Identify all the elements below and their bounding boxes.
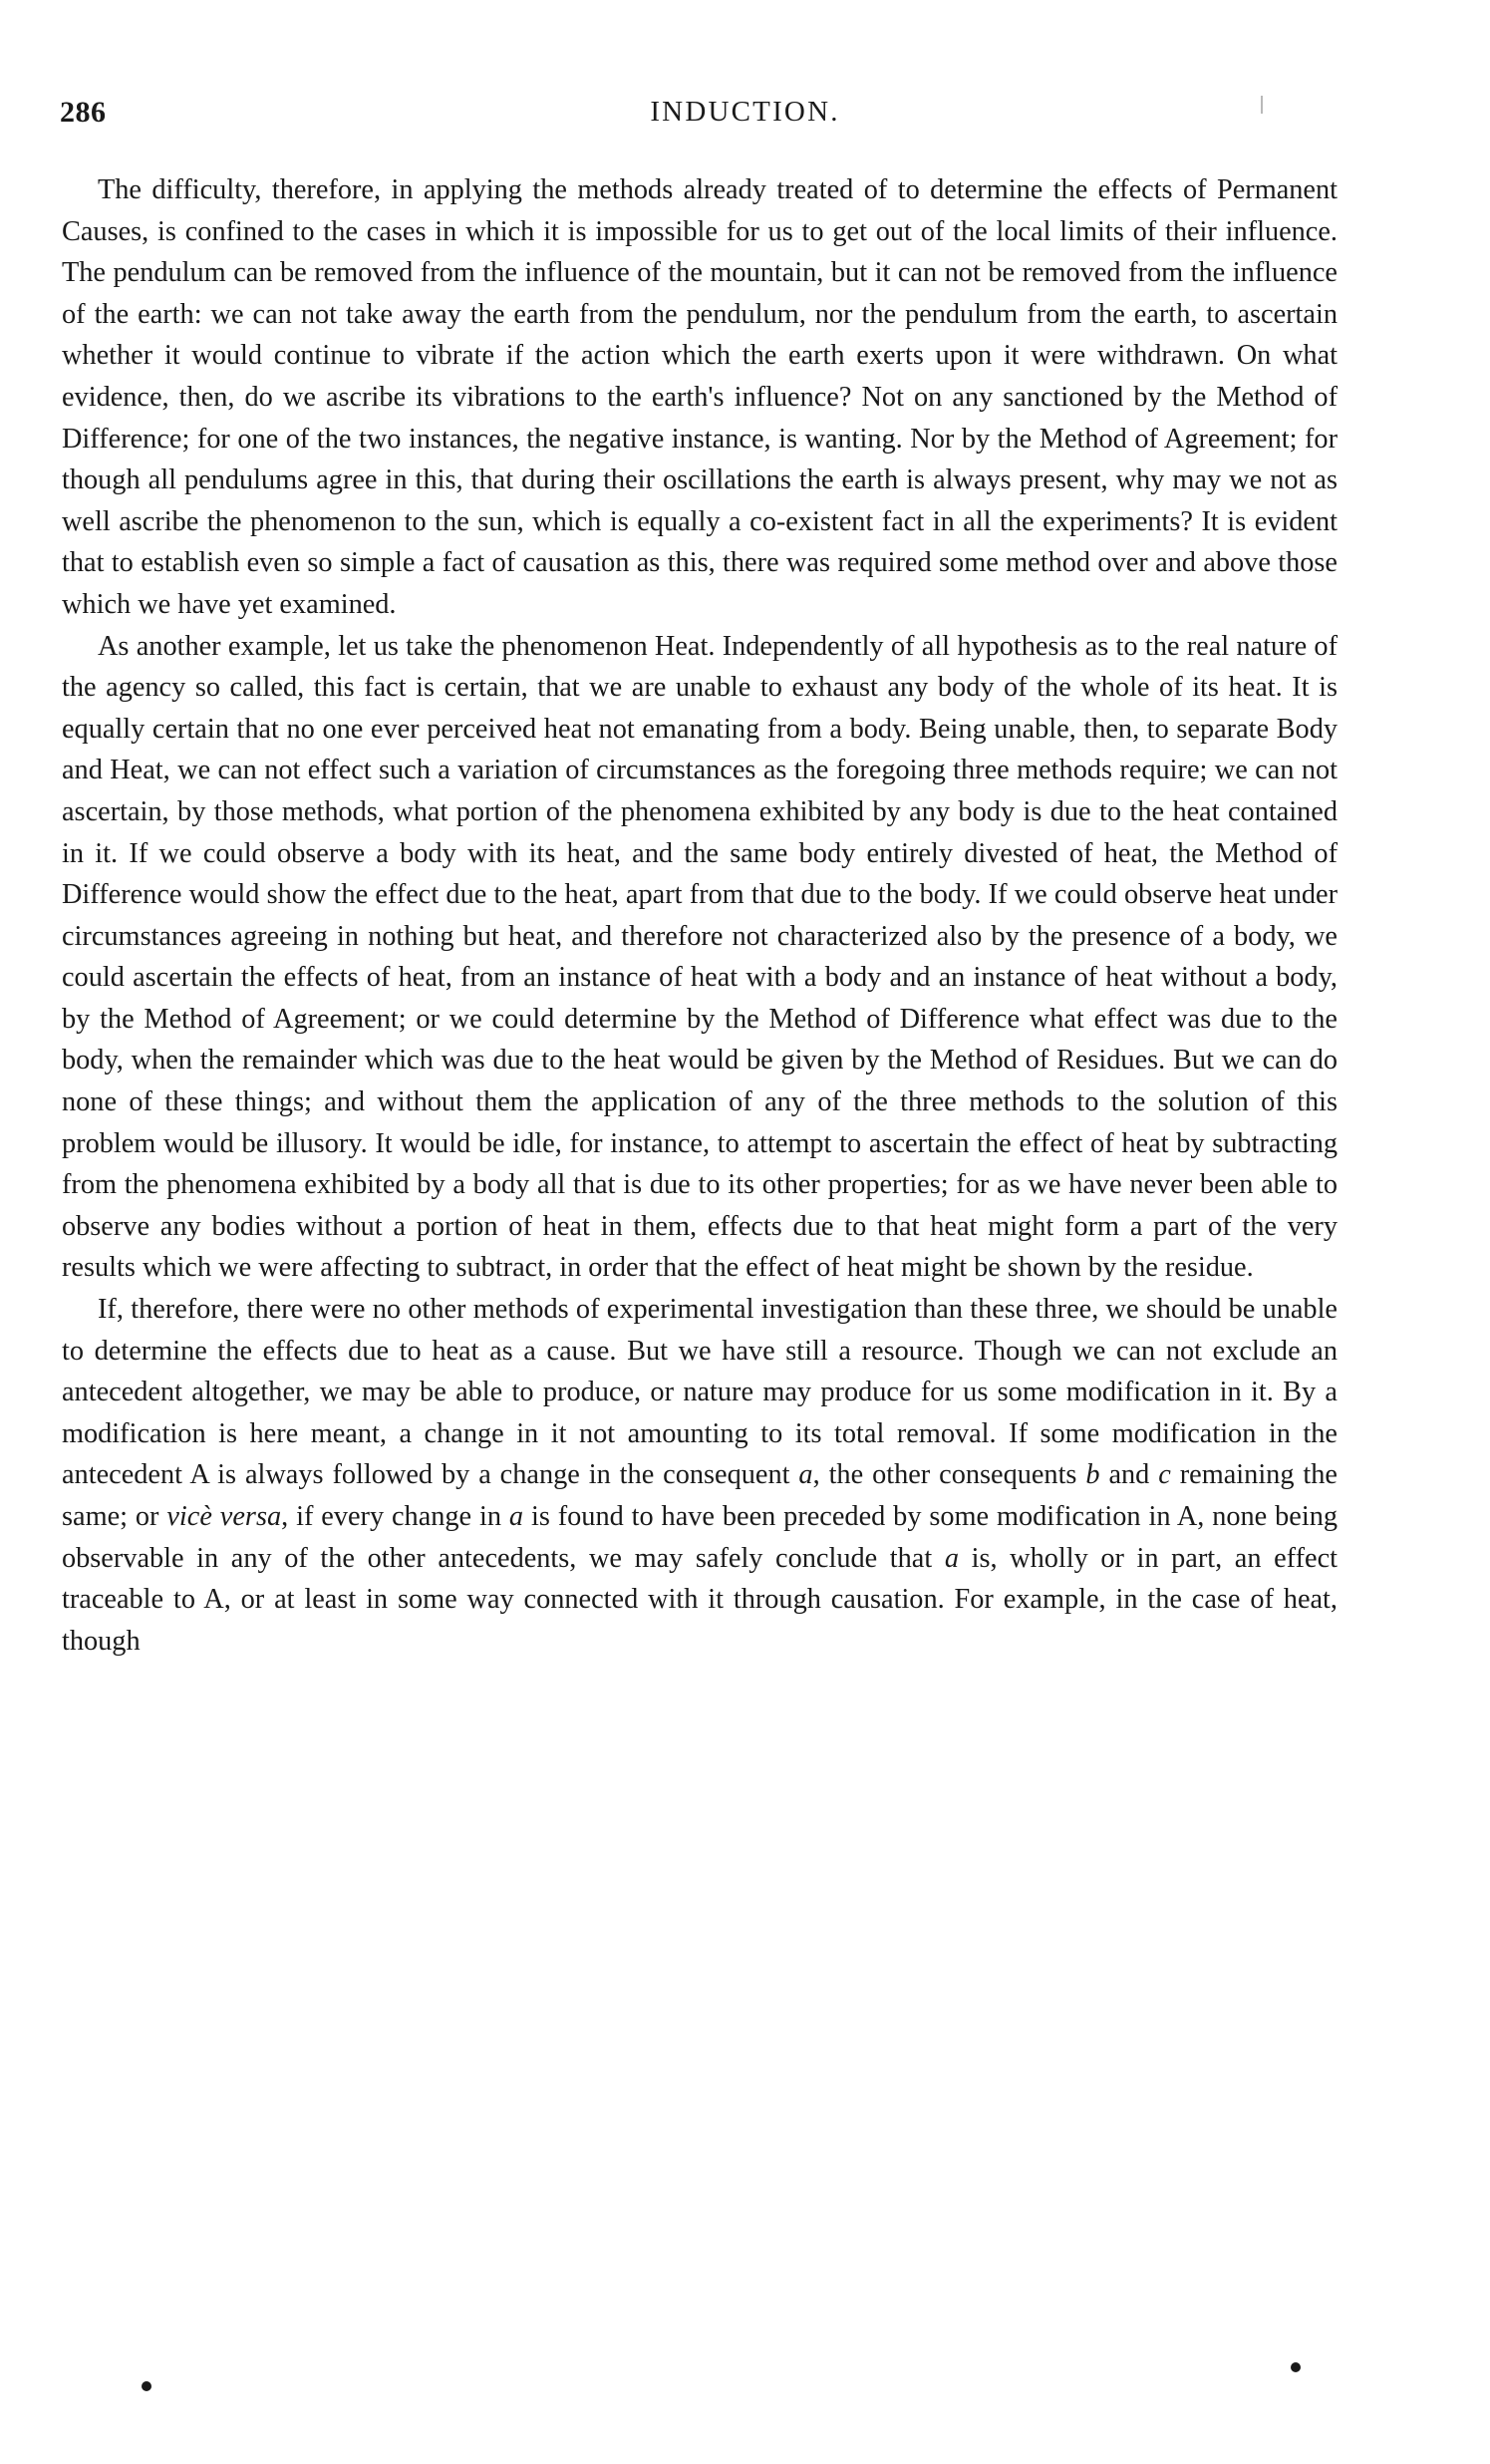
- paragraph-3-part-7: is, wholly or in part, an effect traceable to A, or at least in some way connected with it through causation. For example, in the case of heat, though: [62, 1542, 1338, 1657]
- page-number: 286: [60, 96, 107, 129]
- paragraph-2: As another example, let us take the phenomenon Heat. Independently of all hypothesis as to the real nature of the agency so called, this fact is certain, that we are unable to exhaust any body of the whole of its heat. It is equally certain that no one ever perceived heat not emanating from a body. Being unable, then, to separate Body and Heat, we can not effect such a variation of circumstances as the foregoing three methods require; we can not ascertain, by those methods, what portion of the phenomena exhibited by any body is due to the heat contained in it. If we could observe a body with its heat, and the same body entirely divested of heat, the Method of Difference would show the effect due to the heat, apart from that due to the body. If we could observe heat under circumstances agreeing in nothing but heat, and therefore not characterized also by the presence of a body, we could ascertain the effects of heat, from an instance of heat with a body and an instance of heat without a body, by the Method of Agreement; or we could determine by the Method of Difference what effect was due to the body, when the remainder which was due to the heat would be given by the Method of Residues. But we can do none of these things; and without them the application of any of the three methods to the solution of this problem would be illusory. It would be idle, for instance, to attempt to ascertain the effect of heat by subtracting from the phenomena exhibited by a body all that is due to its other properties; for as we have never been able to observe any bodies without a portion of heat in them, effects due to that heat might form a part of the very results which we were affecting to subtract, in order that the effect of heat might be shown by the residue.: [62, 630, 1338, 1284]
- paragraph-3-part-5: , if every change in: [281, 1501, 509, 1532]
- body-text: [62, 169, 1338, 1662]
- paragraph-3: [62, 1289, 1338, 1662]
- italic-b: b: [1085, 1459, 1100, 1491]
- running-head: INDUCTION.: [650, 96, 840, 128]
- italic-a-2: a: [508, 1501, 524, 1532]
- paragraph-3-part-3: and: [1099, 1459, 1159, 1491]
- paragraph-1: The difficulty, therefore, in applying the methods already treated of to determine the effects of Permanent Causes, is confined to the cases in which it is impossible for us to get out of the local limits of their influence. The pendulum can be removed from the influence of the mountain, but it can not be removed from the influence of the earth: we can not take away the earth from the pendulum, nor the pendulum from the earth, to ascertain whether it would continue to vibrate if the action which the earth exerts upon it were withdrawn. On what evidence, then, do we ascribe its vibrations to the earth's influence? Not on any sanctioned by the Method of Difference; for one of the two instances, the negative instance, is wanting. Nor by the Method of Agreement; for though all pendulums agree in this, that during their oscillations the earth is always present, why may we not as well ascribe the phenomenon to the sun, which is equally a co-existent fact in all the experiments? It is evident that to establish even so simple a fact of causation as this, there was required some method over and above those which we have yet examined.: [62, 174, 1338, 620]
- italic-a-1: a: [798, 1459, 813, 1491]
- footer-mark-right: [1291, 2362, 1301, 2372]
- italic-a-3: a: [944, 1542, 959, 1574]
- page-header: [0, 96, 1490, 136]
- paragraph-3-part-1: If, therefore, there were no other methods of experimental investigation than these three, we should be unable to determine the effects due to heat as a cause. But we have still a resource. Though we can not exclude an antecedent altogether, we may be able to produce, or nature may produce for us some modification in it. By a modification is here meant, a change in it not amounting to its total removal. If some modification in the antecedent A is always followed by a change in the consequent: [62, 1294, 1338, 1491]
- footer-mark-left: [142, 2381, 151, 2391]
- italic-c: c: [1158, 1459, 1171, 1491]
- paragraph-3-part-6: is found to have been preceded by some modification in A, none being observable in any of the other antecedents, we may safely conclude that: [62, 1501, 1338, 1574]
- paragraph-3-part-4: remaining the same; or: [62, 1459, 1338, 1532]
- italic-vice-versa: vicè versa: [166, 1501, 282, 1532]
- margin-tick: [1261, 96, 1263, 114]
- paragraph-3-part-2: , the other consequents: [812, 1459, 1086, 1491]
